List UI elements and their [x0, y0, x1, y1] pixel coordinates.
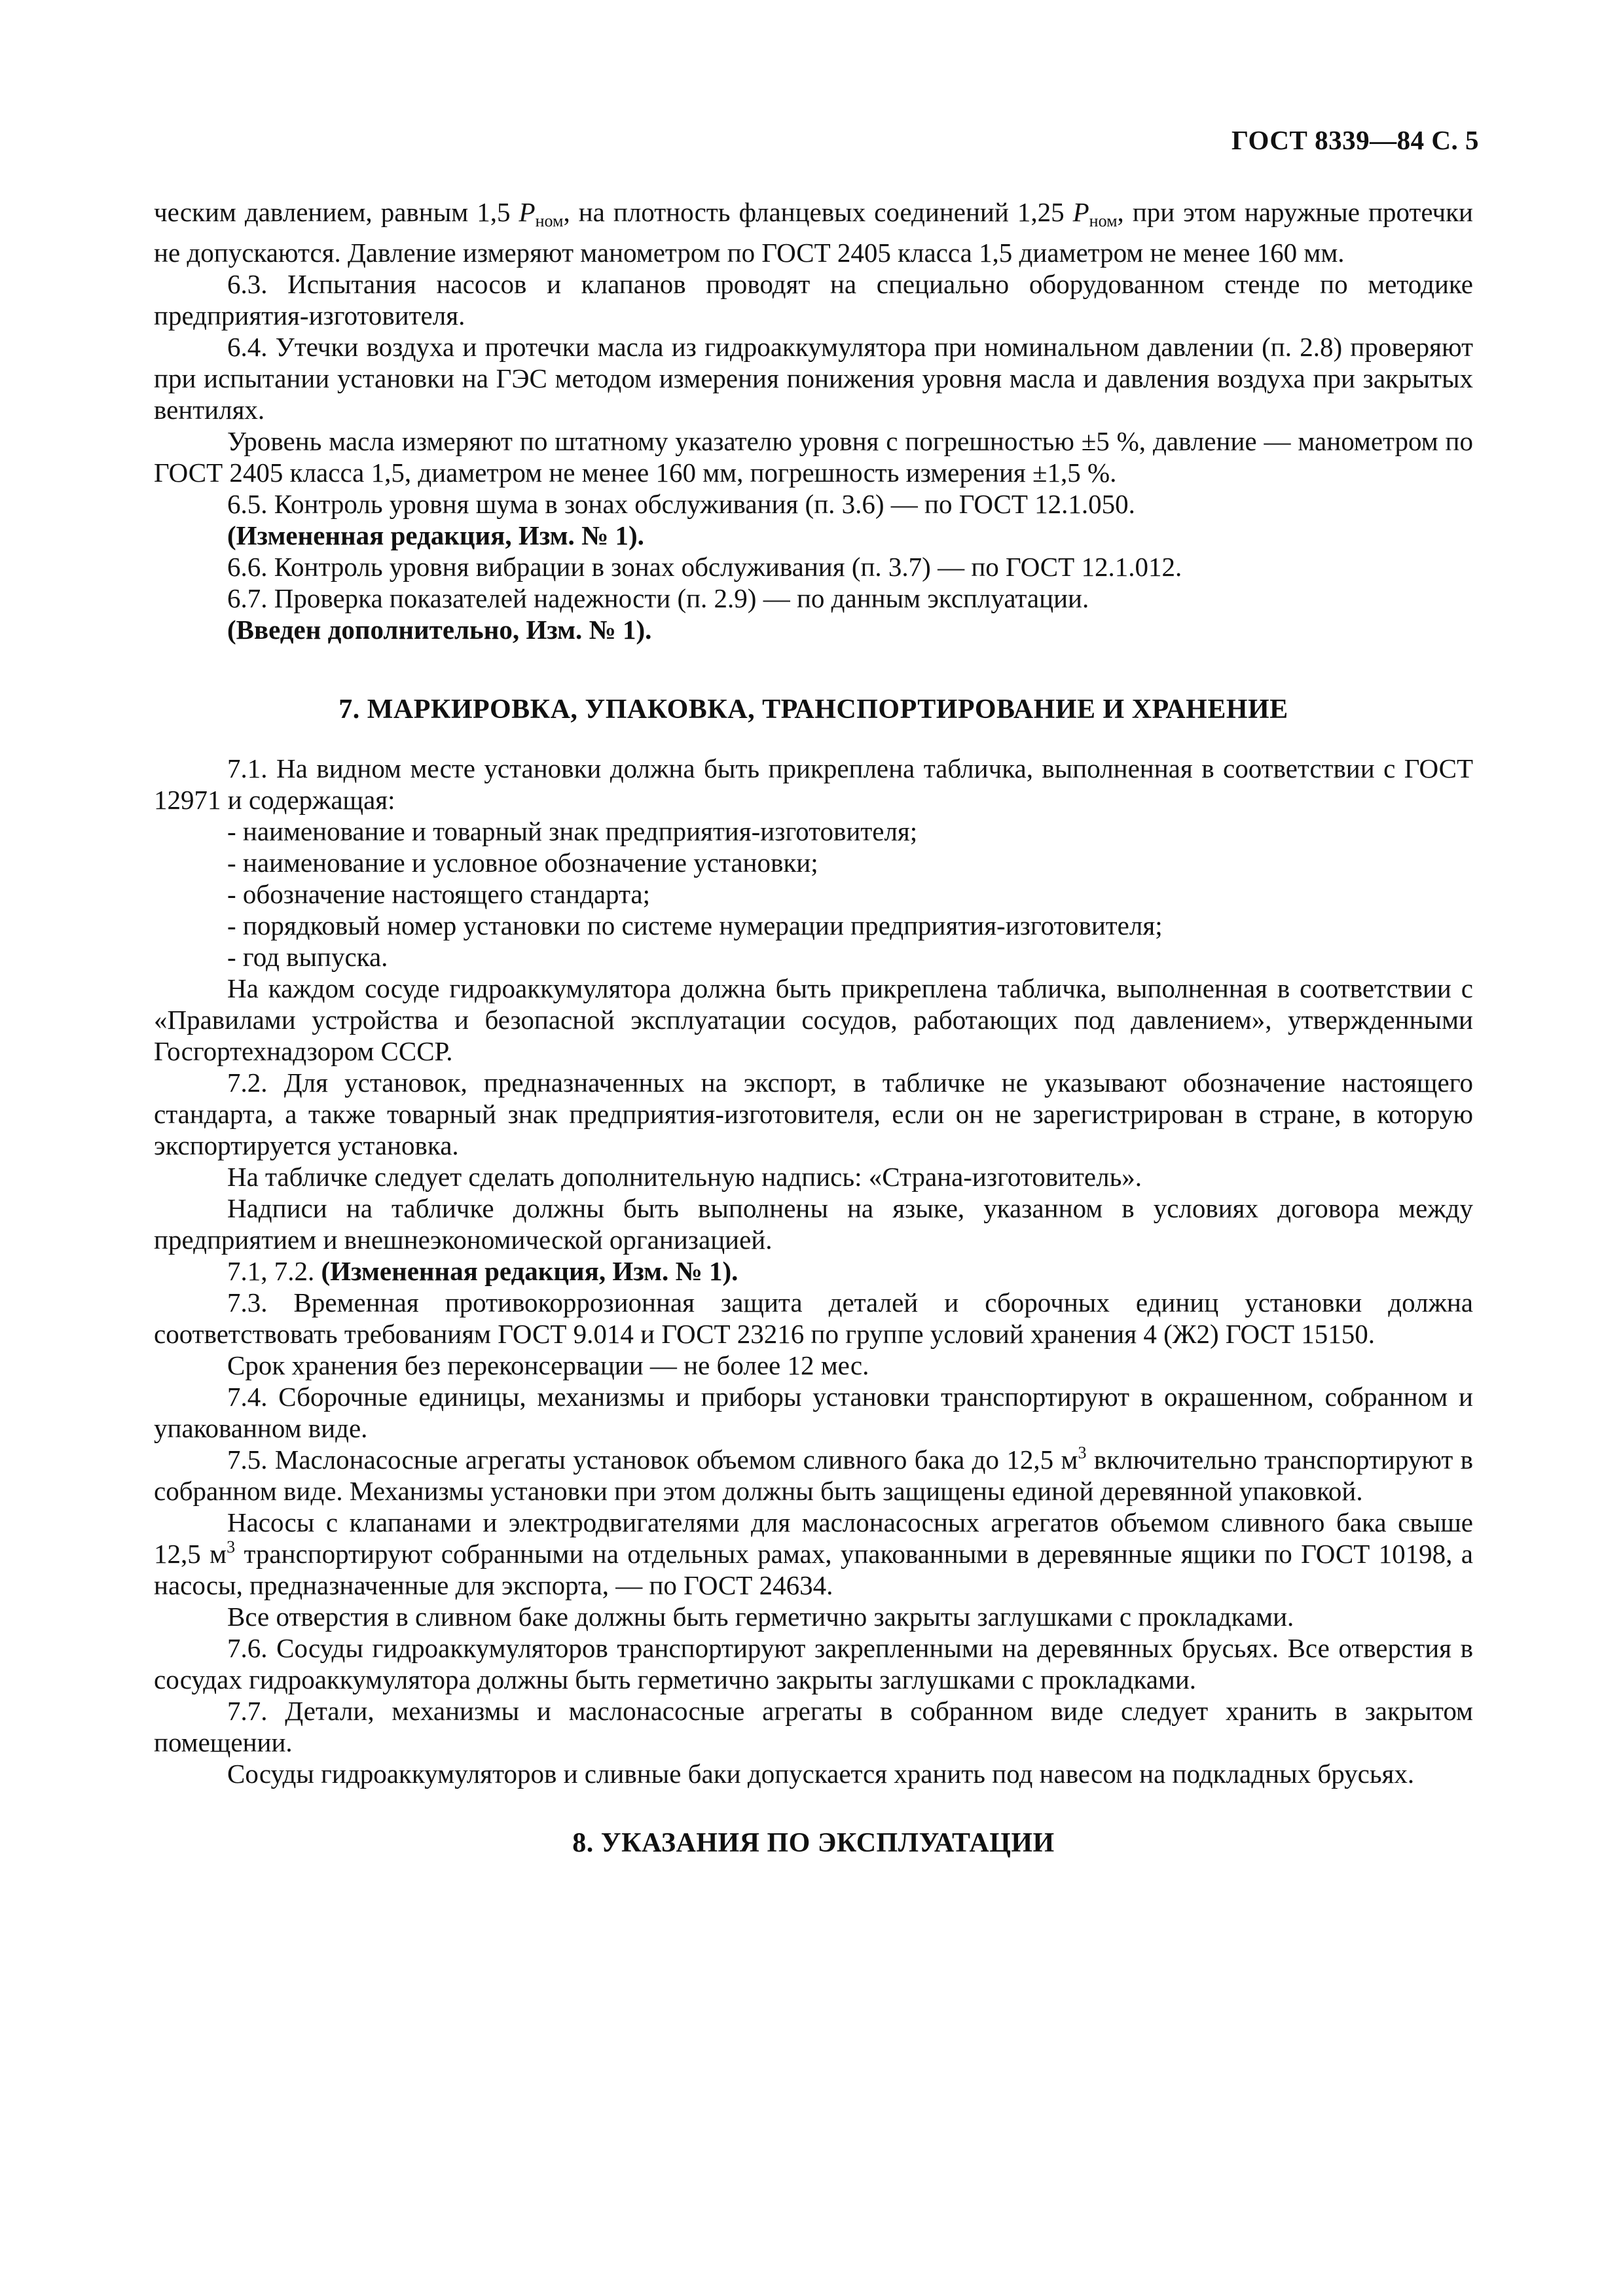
- document-title: ГОСТ 8339—84 С. 5: [1231, 125, 1479, 155]
- paragraph-6-6: 6.6. Контроль уровня вибрации в зонах обслуживания (п. 3.7) — по ГОСТ 12.1.012.: [227, 552, 1182, 582]
- paragraph-shed-storage: Сосуды гидроаккумуляторов и сливные баки допускается хранить под навесом на подкладных брусьях.: [227, 1759, 1415, 1789]
- section-7-heading: 7. МАРКИРОВКА, УПАКОВКА, ТРАНСПОРТИРОВАНИЕ И ХРАНЕНИЕ: [338, 694, 1288, 725]
- paragraph-6-5: 6.5. Контроль уровня шума в зонах обслуживания (п. 3.6) — по ГОСТ 12.1.050.: [227, 489, 1135, 519]
- paragraph-7-4: 7.4. Сборочные единицы, механизмы и приборы установки транспортируют в окрашенном, собранном и упакованном виде.: [154, 1382, 1473, 1443]
- paragraph-vessel-plate: На каждом сосуде гидроаккумулятора должна быть прикреплена табличка, выполненная в соответствии с «Правилами устройства и безопасной эксплуатации сосудов, работающих под давлением», утвержденными Госгортехнадзором СССР.: [154, 973, 1473, 1066]
- paragraph-7-1: 7.1. На видном месте установки должна быть прикреплена табличка, выполненная в соответствии с ГОСТ 12971 и содержащая:: [154, 753, 1473, 815]
- list-item: - обозначение настоящего стандарта;: [227, 879, 650, 909]
- paragraph-oil-level: Уровень масла измеряют по штатному указателю уровня с погрешностью ±5 %, давление — манометром по ГОСТ 2405 класса 1,5, диаметром не менее 160 мм, погрешность измерения ±1,5 %.: [154, 426, 1473, 488]
- page-header: [1231, 124, 1479, 156]
- list-item: - наименование и товарный знак предприятия-изготовителя;: [227, 816, 918, 846]
- paragraph-holes: Все отверстия в сливном баке должны быть герметично закрыты заглушками с прокладками.: [227, 1602, 1294, 1632]
- paragraph-plate-inscription: На табличке следует сделать дополнительную надпись: «Страна-изготовитель».: [227, 1162, 1142, 1192]
- paragraph-7-7: 7.7. Детали, механизмы и маслонасосные агрегаты в собранном виде следует хранить в закрытом помещении.: [154, 1696, 1473, 1757]
- paragraph-language: Надписи на табличке должны быть выполнены на языке, указанном в условиях договора между предприятием и внешнеэкономической организацией.: [154, 1193, 1473, 1255]
- section-8-heading: 8. УКАЗАНИЯ ПО ЭКСПЛУАТАЦИИ: [572, 1828, 1055, 1858]
- document-body: [154, 196, 1473, 1886]
- paragraph-6-4: 6.4. Утечки воздуха и протечки масла из гидроаккумулятора при номинальном давлении (п. 2.8) проверяют при испытании установки на ГЭС методом измерения понижения уровня масла и давления воздуха при закрытых вентилях.: [154, 332, 1473, 425]
- paragraph-6-2-continuation: ческим давлением, равным 1,5 $P_{ном}$, на плотность фланцевых соединений 1,25 $P_{ном}$, при этом наружные протечки не допускаются. Давление измеряют манометром по ГОСТ 2405 класса 1,5 диаметром не менее 160 мм.: [154, 197, 1473, 268]
- paragraph-6-3: 6.3. Испытания насосов и клапанов проводят на специально оборудованном стенде по методике предприятия-изготовителя.: [154, 269, 1473, 331]
- paragraph-7-2: 7.2. Для установок, предназначенных на экспорт, в табличке не указывают обозначение настоящего стандарта, а также товарный знак предприятия-изготовителя, если он не зарегистрирован в стране, в которую экспортируется установка.: [154, 1067, 1473, 1160]
- paragraph-storage-term: Срок хранения без переконсервации — не более 12 мес.: [227, 1350, 869, 1380]
- amendment-note-6-7: (Введен дополнительно, Изм. № 1).: [227, 615, 652, 645]
- paragraph-7-3: 7.3. Временная противокоррозионная защита деталей и сборочных единиц установки должна соответствовать требованиям ГОСТ 9.014 и ГОСТ 23216 по группе условий хранения 4 (Ж2) ГОСТ 15150.: [154, 1287, 1473, 1349]
- amendment-note-7-1-7-2: 7.1, 7.2. (Измененная редакция, Изм. № 1).: [227, 1256, 739, 1286]
- paragraph-7-6: 7.6. Сосуды гидроаккумуляторов транспортируют закрепленными на деревянных брусьях. Все отверстия в сосудах гидроаккумулятора должны быть герметично закрыты заглушками с прокладками.: [154, 1633, 1473, 1695]
- list-item: - порядковый номер установки по системе нумерации предприятия-изготовителя;: [227, 910, 1163, 941]
- paragraph-6-7: 6.7. Проверка показателей надежности (п. 2.9) — по данным эксплуатации.: [227, 583, 1089, 613]
- paragraph-7-5: 7.5. Маслонасосные агрегаты установок объемом сливного бака до 12,5 $м^3$ включительно транспортируют в собранном виде. Механизмы установки при этом должны быть защищены единой деревянной упаковкой.: [154, 1443, 1473, 1506]
- paragraph-pumps: Насосы с клапанами и электродвигателями для маслонасосных агрегатов объемом сливного бака свыше 12,5 $м^3$ транспортируют собранными на отдельных рамах, упакованными в деревянные ящики по ГОСТ 10198, а насосы, предназначенные для экспорта, — по ГОСТ 24634.: [154, 1507, 1473, 1600]
- list-item: - наименование и условное обозначение установки;: [227, 848, 818, 878]
- amendment-note-6-5: (Измененная редакция, Изм. № 1).: [227, 520, 644, 550]
- list-item: - год выпуска.: [227, 942, 388, 972]
